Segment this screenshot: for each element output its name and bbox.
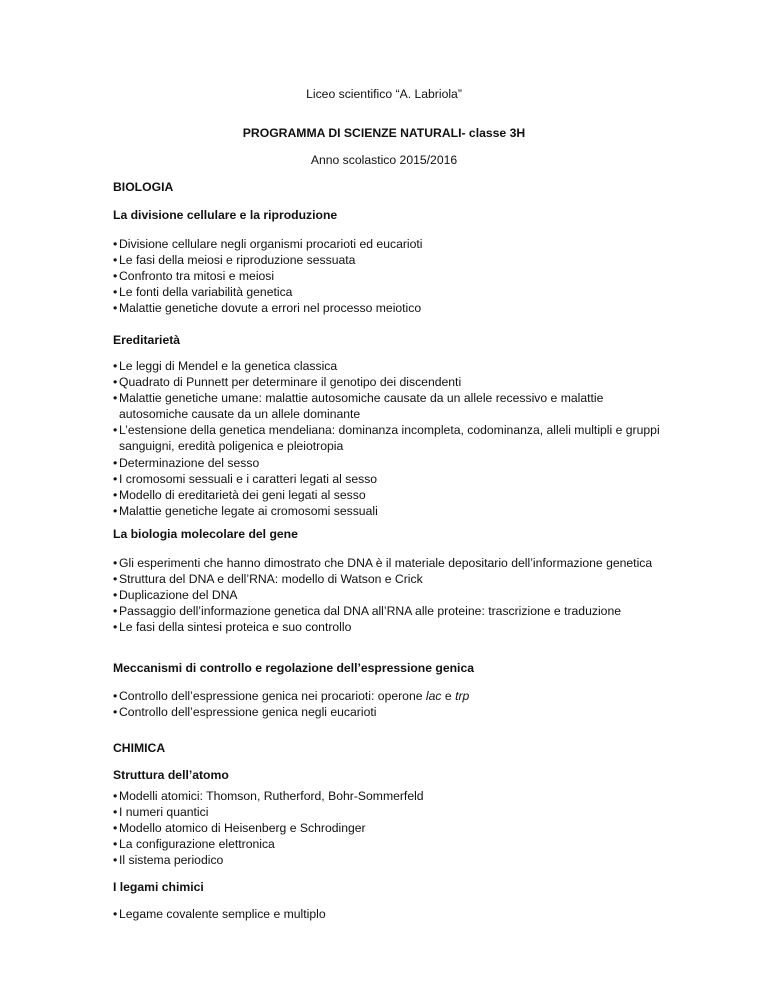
subsection-heading: Struttura dell’atomo — [113, 768, 229, 782]
bullet-list — [113, 236, 673, 316]
list-item — [113, 487, 673, 503]
list-item — [113, 804, 673, 820]
bullet-icon: • — [113, 471, 118, 486]
list-item — [113, 252, 673, 268]
bullet-icon: • — [113, 572, 118, 587]
list-item — [113, 820, 673, 836]
list-item: • Controllo dell’espressione genica nei procarioti: operone lac e trp — [113, 689, 470, 703]
list-item-text: Malattie genetiche dovute a errori nel processo meiotico — [119, 301, 422, 316]
list-item-text: Le fonti della variabilità genetica — [119, 285, 293, 300]
list-item-text: I cromosomi sessuali e i caratteri legati al sesso — [119, 471, 378, 486]
list-item-text: Le fasi della sintesi proteica e suo controllo — [119, 620, 352, 635]
subsection-heading: La biologia molecolare del gene — [113, 527, 298, 541]
bullet-icon: • — [113, 455, 118, 470]
list-item — [113, 906, 673, 922]
list-item-text: Divisione cellulare negli organismi procarioti ed eucarioti — [119, 237, 423, 251]
bullet-icon: • — [113, 359, 118, 373]
bullet-icon: • — [113, 391, 118, 406]
list-item — [113, 300, 673, 316]
list-item-text: Modelli atomici: Thomson, Rutherford, Bohr-Sommerfeld — [119, 789, 424, 803]
bullet-icon: • — [113, 285, 118, 300]
list-item — [113, 455, 673, 471]
bullet-icon: • — [113, 503, 118, 518]
bullet-icon: • — [113, 789, 118, 803]
subsection-heading: Ereditarietà — [113, 333, 181, 347]
bullet-list — [113, 555, 673, 635]
section-title-chimica: CHIMICA — [113, 741, 166, 755]
list-item-text: Passaggio dell’informazione genetica dal DNA all’RNA alle proteine: trascrizione e traduzione — [119, 604, 621, 619]
list-item-text: Legame covalente semplice e multiplo — [119, 907, 326, 921]
list-item-text: Determinazione del sesso — [119, 455, 260, 470]
list-item — [113, 603, 673, 619]
school-name: Liceo scientifico “A. Labriola” — [306, 87, 462, 101]
bullet-icon: • — [113, 301, 118, 316]
list-item — [113, 390, 673, 422]
list-item — [113, 374, 673, 390]
bullet-icon: • — [113, 689, 118, 703]
list-item-text: I numeri quantici — [119, 805, 209, 820]
subsection-heading: La divisione cellulare e la riproduzione — [113, 208, 338, 222]
list-item — [113, 836, 673, 852]
list-item — [113, 571, 673, 587]
list-item — [113, 284, 673, 300]
bullet-icon: • — [113, 837, 118, 852]
bullet-icon: • — [113, 487, 118, 502]
list-item-text: Le fasi della meiosi e riproduzione sessuata — [119, 253, 356, 268]
bullet-list — [113, 358, 673, 519]
list-item-text: Gli esperimenti che hanno dimostrato che DNA è il materiale depositario dell’informazione genetica — [119, 556, 653, 570]
list-item — [113, 788, 673, 804]
list-item-text: Quadrato di Punnett per determinare il genotipo dei discendenti — [119, 375, 462, 390]
section-title-biologia: BIOLOGIA — [113, 180, 174, 194]
bullet-icon: • — [113, 604, 118, 619]
subsection-heading: Meccanismi di controllo e regolazione dell’espressione genica — [113, 661, 474, 675]
list-item — [113, 422, 673, 454]
bullet-icon: • — [113, 705, 118, 720]
bullet-icon: • — [113, 237, 118, 251]
list-item-text: Malattie genetiche umane: malattie autosomiche causate da un allele recessivo e malattie autosomiche causate da un allele dominante — [119, 391, 604, 422]
bullet-list — [113, 688, 673, 720]
list-item — [113, 503, 673, 519]
list-item-text: Malattie genetiche legate ai cromosomi sessuali — [119, 503, 378, 518]
bullet-icon: • — [113, 821, 118, 836]
bullet-icon: • — [113, 269, 118, 284]
list-item-text: Il sistema periodico — [119, 853, 224, 868]
list-item — [113, 555, 673, 571]
bullet-icon: • — [113, 588, 118, 603]
bullet-list — [113, 788, 673, 868]
list-item — [113, 852, 673, 868]
list-item-text: Confronto tra mitosi e meiosi — [119, 269, 275, 284]
list-item — [113, 358, 673, 374]
bullet-icon: • — [113, 375, 118, 390]
bullet-icon: • — [113, 423, 118, 438]
bullet-list — [113, 906, 673, 922]
bullet-icon: • — [113, 907, 118, 921]
list-item-text: Modello atomico di Heisenberg e Schrodinger — [119, 821, 366, 836]
list-item — [113, 471, 673, 487]
list-item-text: L’estensione della genetica mendeliana: dominanza incompleta, codominanza, alleli multipli e gruppi sanguigni, eredità poligenica e pleiotropia — [119, 423, 660, 454]
list-item-text: Modello di ereditarietà dei geni legati al sesso — [119, 487, 366, 502]
list-item — [113, 236, 673, 252]
bullet-icon: • — [113, 253, 118, 268]
bullet-icon: • — [113, 620, 118, 635]
list-item-text: Duplicazione del DNA — [119, 588, 238, 603]
subsection-heading: I legami chimici — [113, 880, 204, 894]
list-item-text: La configurazione elettronica — [119, 837, 275, 852]
bullet-icon: • — [113, 556, 118, 570]
list-item-text: Le leggi di Mendel e la genetica classica — [119, 359, 338, 373]
list-item — [113, 587, 673, 603]
bullet-icon: • — [113, 853, 118, 868]
list-item — [113, 619, 673, 635]
program-title: PROGRAMMA DI SCIENZE NATURALI- classe 3H — [242, 126, 526, 140]
list-item: • Controllo dell’espressione genica negli eucarioti — [113, 705, 377, 720]
bullet-icon: • — [113, 805, 118, 820]
school-year: Anno scolastico 2015/2016 — [310, 153, 458, 167]
list-item-text: Struttura del DNA e dell’RNA: modello di Watson e Crick — [119, 572, 423, 587]
list-item — [113, 268, 673, 284]
